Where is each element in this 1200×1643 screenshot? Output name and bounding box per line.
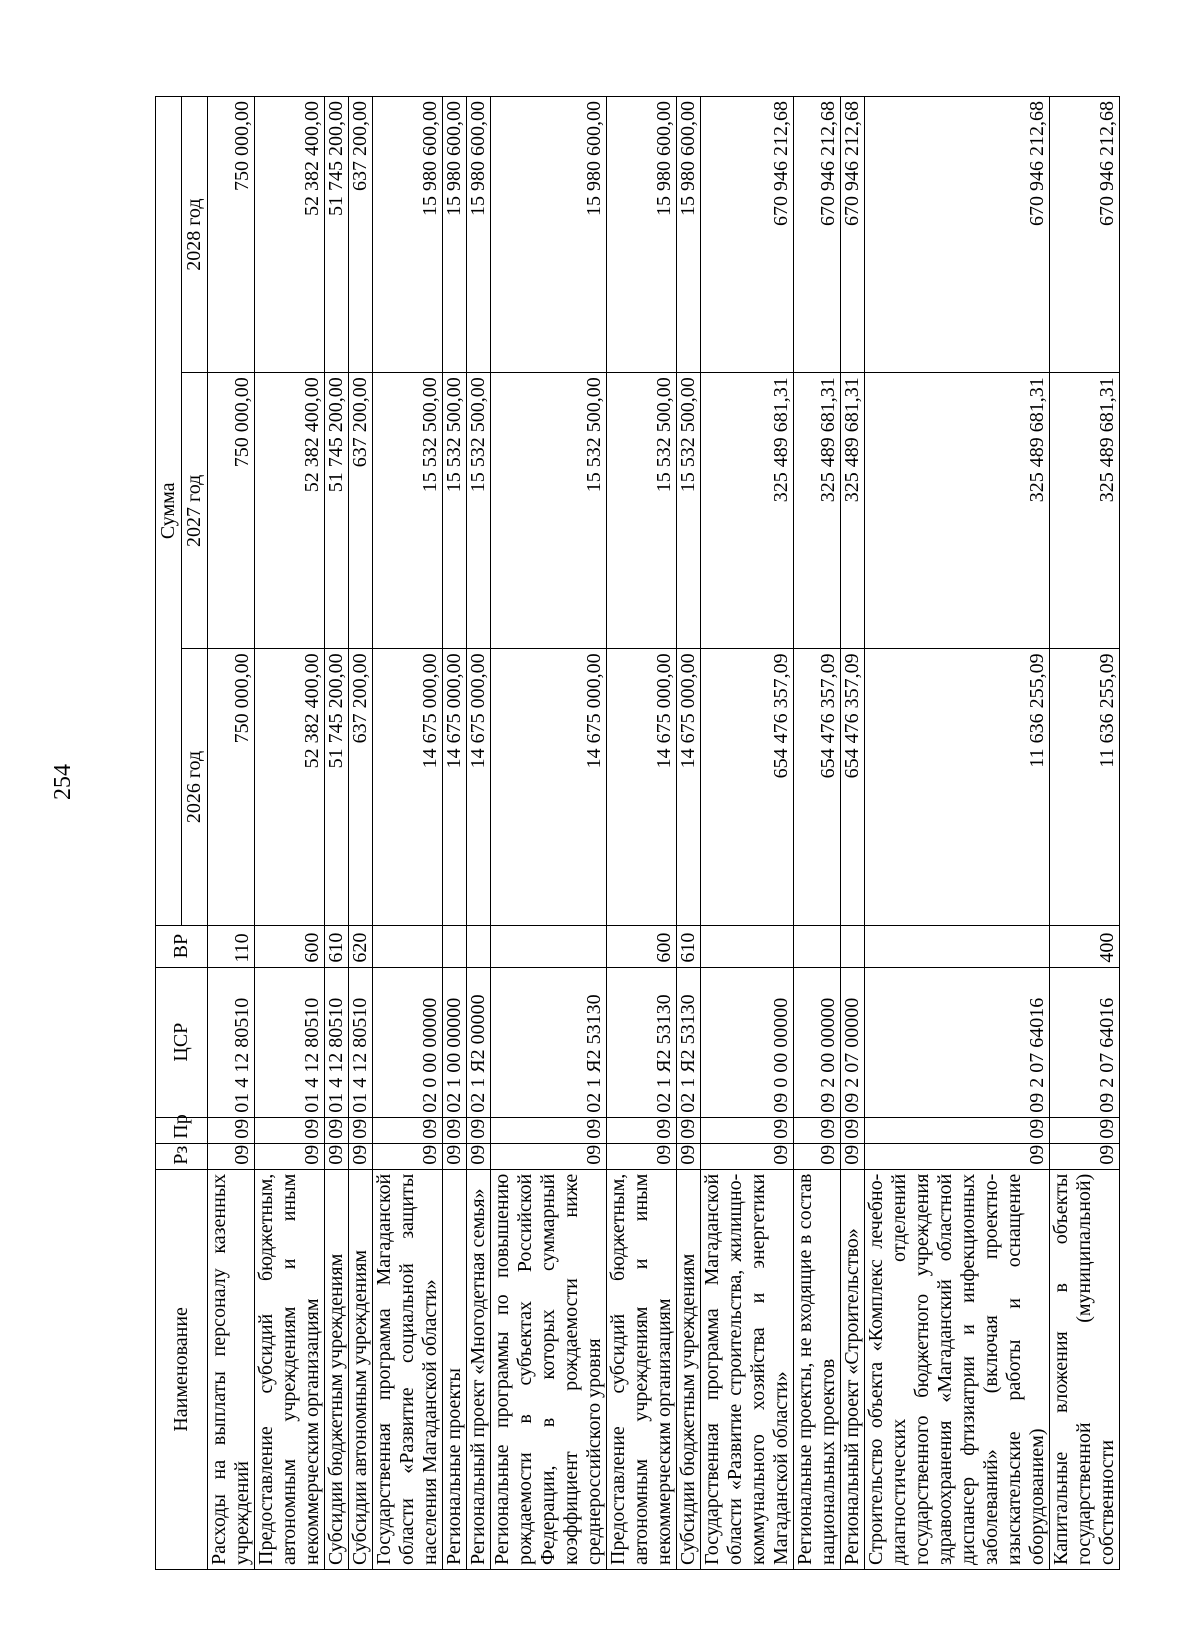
cell-2026: 750 000,00 xyxy=(208,649,255,925)
cell-2027: 15 532 500,00 xyxy=(607,373,677,649)
cell-name: Предоставление субсидий бюджетным, автономным учреждениям и иным некоммерческим организациям xyxy=(607,1169,677,1569)
cell-2027: 15 532 500,00 xyxy=(677,373,701,649)
cell-name: Предоставление субсидий бюджетным, автономным учреждениям и иным некоммерческим организациям xyxy=(255,1169,325,1569)
table-row xyxy=(255,97,325,1570)
cell-rz: 09 xyxy=(677,1143,701,1169)
table-row xyxy=(607,97,677,1570)
cell-vr xyxy=(841,925,865,967)
cell-2026: 14 675 000,00 xyxy=(373,649,443,925)
header-2028: 2028 год xyxy=(182,97,208,373)
cell-pr: 09 xyxy=(208,1117,255,1143)
cell-pr: 09 xyxy=(325,1117,349,1143)
cell-pr: 09 xyxy=(865,1117,1050,1143)
cell-2026: 51 745 200,00 xyxy=(325,649,349,925)
cell-rz: 09 xyxy=(255,1143,325,1169)
budget-table xyxy=(155,96,1120,1570)
cell-csr: 09 2 00 00000 xyxy=(794,967,841,1117)
cell-name: Государственная программа Магаданской области «Развитие социальной защиты населения Магаданской области» xyxy=(373,1169,443,1569)
cell-rz: 09 xyxy=(373,1143,443,1169)
table-row xyxy=(677,97,701,1570)
cell-2028: 670 946 212,68 xyxy=(1050,97,1120,373)
cell-2027: 325 489 681,31 xyxy=(701,373,794,649)
cell-2028: 15 980 600,00 xyxy=(373,97,443,373)
cell-pr: 09 xyxy=(1050,1117,1120,1143)
cell-vr: 600 xyxy=(607,925,677,967)
table-row xyxy=(325,97,349,1570)
cell-pr: 09 xyxy=(443,1117,467,1143)
cell-csr: 01 4 12 80510 xyxy=(208,967,255,1117)
cell-name: Субсидии бюджетным учреждениям xyxy=(677,1169,701,1569)
rotated-table-wrapper xyxy=(155,96,1118,1570)
table-row xyxy=(841,97,865,1570)
table-row xyxy=(701,97,794,1570)
cell-csr: 09 2 07 64016 xyxy=(865,967,1050,1117)
cell-2028: 15 980 600,00 xyxy=(677,97,701,373)
cell-name: Региональный проект «Строительство» xyxy=(841,1169,865,1569)
cell-2027: 51 745 200,00 xyxy=(325,373,349,649)
cell-name: Строительство объекта «Комплекс лечебно-диагностических отделений государственного бюджетного учреждения здравоохранения «Магаданский областной диспансер фтизиатрии и инфекционных заболеваний» (включая проектно-изыскательские работы и оснащение оборудованием) xyxy=(865,1169,1050,1569)
page-number: 254 xyxy=(50,764,76,800)
cell-2028: 670 946 212,68 xyxy=(701,97,794,373)
cell-pr: 09 xyxy=(677,1117,701,1143)
cell-2027: 325 489 681,31 xyxy=(841,373,865,649)
cell-2028: 15 980 600,00 xyxy=(467,97,491,373)
cell-2026: 11 636 255,09 xyxy=(865,649,1050,925)
cell-name: Региональные проекты, не входящие в состав национальных проектов xyxy=(794,1169,841,1569)
cell-vr: 610 xyxy=(677,925,701,967)
cell-csr: 09 2 07 00000 xyxy=(841,967,865,1117)
cell-csr: 02 0 00 00000 xyxy=(373,967,443,1117)
cell-2028: 51 745 200,00 xyxy=(325,97,349,373)
cell-pr: 09 xyxy=(349,1117,373,1143)
cell-vr: 610 xyxy=(325,925,349,967)
table-row xyxy=(491,97,607,1570)
cell-vr xyxy=(701,925,794,967)
cell-2026: 14 675 000,00 xyxy=(491,649,607,925)
table-body xyxy=(208,97,1120,1570)
cell-vr xyxy=(794,925,841,967)
header-2027: 2027 год xyxy=(182,373,208,649)
cell-name: Региональные проекты xyxy=(443,1169,467,1569)
cell-2026: 11 636 255,09 xyxy=(1050,649,1120,925)
cell-csr: 02 1 Я2 00000 xyxy=(467,967,491,1117)
cell-rz: 09 xyxy=(467,1143,491,1169)
cell-csr: 01 4 12 80510 xyxy=(325,967,349,1117)
cell-vr xyxy=(865,925,1050,967)
cell-pr: 09 xyxy=(373,1117,443,1143)
cell-name: Государственная программа Магаданской области «Развитие строительства, жилищно-коммунального хозяйства и энергетики Магаданской области» xyxy=(701,1169,794,1569)
table-row xyxy=(208,97,255,1570)
cell-2027: 637 200,00 xyxy=(349,373,373,649)
header-rz: Рз xyxy=(156,1143,208,1169)
cell-2026: 654 476 357,09 xyxy=(701,649,794,925)
cell-2026: 637 200,00 xyxy=(349,649,373,925)
cell-2026: 14 675 000,00 xyxy=(467,649,491,925)
cell-rz: 09 xyxy=(865,1143,1050,1169)
cell-rz: 09 xyxy=(349,1143,373,1169)
table-row xyxy=(443,97,467,1570)
cell-2026: 654 476 357,09 xyxy=(841,649,865,925)
cell-2028: 670 946 212,68 xyxy=(841,97,865,373)
cell-2026: 14 675 000,00 xyxy=(443,649,467,925)
cell-csr: 02 1 00 00000 xyxy=(443,967,467,1117)
cell-vr: 110 xyxy=(208,925,255,967)
cell-pr: 09 xyxy=(467,1117,491,1143)
cell-rz: 09 xyxy=(607,1143,677,1169)
cell-2027: 52 382 400,00 xyxy=(255,373,325,649)
table-row xyxy=(373,97,443,1570)
cell-rz: 09 xyxy=(794,1143,841,1169)
cell-vr xyxy=(443,925,467,967)
cell-rz: 09 xyxy=(1050,1143,1120,1169)
cell-name: Субсидии автономным учреждениям xyxy=(349,1169,373,1569)
cell-2028: 15 980 600,00 xyxy=(491,97,607,373)
cell-vr: 600 xyxy=(255,925,325,967)
header-vr: ВР xyxy=(156,925,208,967)
cell-csr: 09 2 07 64016 xyxy=(1050,967,1120,1117)
header-sum: Сумма xyxy=(156,97,182,926)
header-csr: ЦСР xyxy=(156,967,208,1117)
cell-name: Капитальные вложения в объекты государственной (муниципальной) собственности xyxy=(1050,1169,1120,1569)
cell-pr: 09 xyxy=(491,1117,607,1143)
cell-2026: 52 382 400,00 xyxy=(255,649,325,925)
cell-vr xyxy=(467,925,491,967)
cell-name: Расходы на выплаты персоналу казенных учреждений xyxy=(208,1169,255,1569)
cell-2027: 15 532 500,00 xyxy=(467,373,491,649)
cell-csr: 02 1 Я2 53130 xyxy=(677,967,701,1117)
header-pr: Пр xyxy=(156,1117,208,1143)
cell-csr: 09 0 00 00000 xyxy=(701,967,794,1117)
cell-rz: 09 xyxy=(443,1143,467,1169)
cell-2027: 325 489 681,31 xyxy=(865,373,1050,649)
table-header xyxy=(156,97,208,1570)
table-row xyxy=(467,97,491,1570)
cell-rz: 09 xyxy=(701,1143,794,1169)
cell-vr: 620 xyxy=(349,925,373,967)
cell-2028: 637 200,00 xyxy=(349,97,373,373)
cell-2027: 15 532 500,00 xyxy=(373,373,443,649)
cell-2027: 325 489 681,31 xyxy=(1050,373,1120,649)
cell-vr xyxy=(373,925,443,967)
cell-2027: 15 532 500,00 xyxy=(443,373,467,649)
cell-2028: 15 980 600,00 xyxy=(607,97,677,373)
header-2026: 2026 год xyxy=(182,649,208,925)
cell-csr: 02 1 Я2 53130 xyxy=(491,967,607,1117)
cell-name: Субсидии бюджетным учреждениям xyxy=(325,1169,349,1569)
cell-2027: 15 532 500,00 xyxy=(491,373,607,649)
cell-csr: 01 4 12 80510 xyxy=(349,967,373,1117)
cell-pr: 09 xyxy=(701,1117,794,1143)
cell-csr: 02 1 Я2 53130 xyxy=(607,967,677,1117)
cell-vr xyxy=(491,925,607,967)
cell-2026: 14 675 000,00 xyxy=(677,649,701,925)
cell-pr: 09 xyxy=(255,1117,325,1143)
cell-rz: 09 xyxy=(325,1143,349,1169)
cell-2028: 670 946 212,68 xyxy=(794,97,841,373)
cell-rz: 09 xyxy=(491,1143,607,1169)
table-row xyxy=(865,97,1050,1570)
cell-vr: 400 xyxy=(1050,925,1120,967)
cell-2028: 15 980 600,00 xyxy=(443,97,467,373)
cell-2027: 325 489 681,31 xyxy=(794,373,841,649)
cell-2026: 654 476 357,09 xyxy=(794,649,841,925)
cell-name: Региональный проект «Многодетная семья» xyxy=(467,1169,491,1569)
header-name: Наименование xyxy=(156,1169,208,1569)
cell-2026: 14 675 000,00 xyxy=(607,649,677,925)
table-row xyxy=(1050,97,1120,1570)
cell-2028: 750 000,00 xyxy=(208,97,255,373)
cell-rz: 09 xyxy=(841,1143,865,1169)
cell-rz: 09 xyxy=(208,1143,255,1169)
cell-pr: 09 xyxy=(794,1117,841,1143)
cell-csr: 01 4 12 80510 xyxy=(255,967,325,1117)
cell-2027: 750 000,00 xyxy=(208,373,255,649)
cell-pr: 09 xyxy=(607,1117,677,1143)
cell-2028: 52 382 400,00 xyxy=(255,97,325,373)
cell-2028: 670 946 212,68 xyxy=(865,97,1050,373)
table-row xyxy=(349,97,373,1570)
cell-pr: 09 xyxy=(841,1117,865,1143)
table-row xyxy=(794,97,841,1570)
cell-name: Региональные программы по повышению рождаемости в субъектах Российской Федерации, в которых суммарный коэффициент рождаемости ниже среднероссийского уровня xyxy=(491,1169,607,1569)
